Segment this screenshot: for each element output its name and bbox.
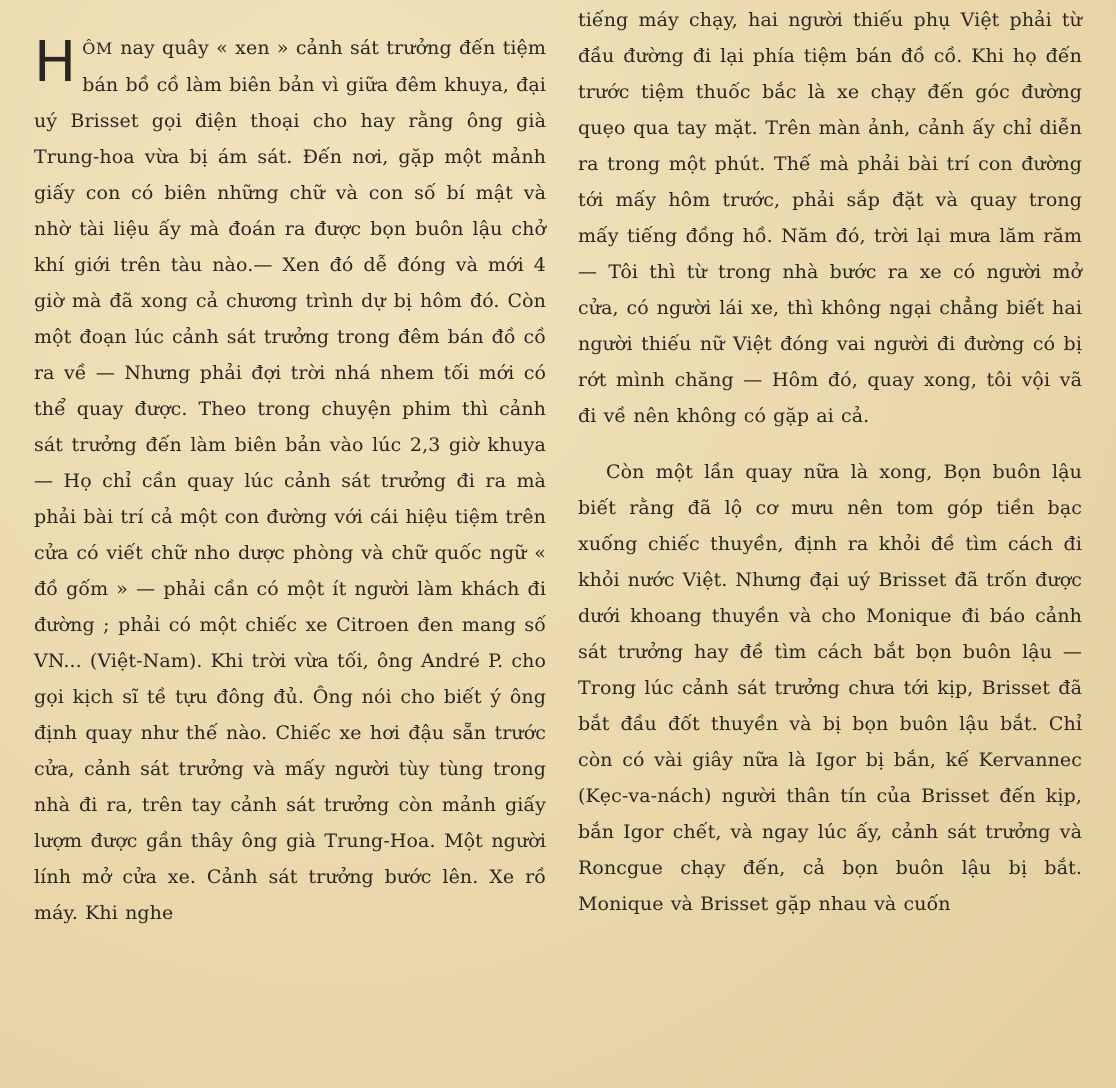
- left-paragraph-text: nay quây « xen » cảnh sát trưởng đến tiệm bán bồ cồ làm biên bản vì giữa đêm khuya, đại uý Brisset gọi điện thoại cho hay rằng ông già Trung-hoa vừa bị ám sát. Đến nơi, gặp một mảnh giấy con có biên những chữ và con số bí mật và nhờ tài liệu ấy mà đoán ra được bọn buôn lậu chở khí giới trên tàu nào.— Xen đó dễ đóng và mới 4 giờ mà đã xong cả chương trình dự bị hôm đó. Còn một đoạn lúc cảnh sát trưởng trong đêm bán đồ cồ ra về — Nhưng phải đợi trời nhá nhem tối mới có thể quay được. Theo trong chuyện phim thì cảnh sát trưởng đến làm biên bản vào lúc 2,3 giờ khuya — Họ chỉ cần quay lúc cảnh sát trưởng đi ra mà phải bài trí cả một con đường với cái hiệu tiệm trên cửa có viết chữ nho dược phòng và chữ quốc ngữ « đồ gốm » — phải cần có một ít người làm khách đi đường ; phải có một chiếc xe Citroen đen mang số VN... (Việt-Nam). Khi trời vừa tối, ông André P. cho gọi kịch sĩ tề tựu đông đủ. Ông nói cho biết ý ông định quay như thế nào. Chiếc xe hơi đậu sẵn trước cửa, cảnh sát trưởng và mấy người tùy tùng trong nhà đi ra, trên tay cảnh sát trưởng còn mảnh giấy lượm được gần thây ông già Trung-Hoa. Một người lính mở cửa xe. Cảnh sát trưởng bước lên. Xe rồ máy. Khi nghe: [34, 37, 546, 924]
- left-column: [34, 0, 546, 931]
- right-column: [578, 0, 1082, 922]
- right-paragraph-2-text: Còn một lần quay nữa là xong, Bọn buôn lậu biết rằng đã lộ cơ mưu nên tom góp tiền bạc xuống chiếc thuyền, định ra khỏi đề tìm cách đi khỏi nước Việt. Nhưng đại uý Brisset đã trốn được dưới khoang thuyền và cho Monique đi báo cảnh sát trưởng hay đề tìm cách bắt bọn buôn lậu — Trong lúc cảnh sát trưởng chưa tới kịp, Brisset đã bắt đầu đốt thuyền và bị bọn buôn lậu bắt. Chỉ còn có vài giây nữa là Igor bị bắn, kế Kervannec (Kẹc-va-nách) người thân tín của Brisset đến kịp, bắn Igor chết, và ngay lúc ấy, cảnh sát trưởng và Roncgue chạy đến, cả bọn buôn lậu bị bắt. Monique và Brisset gặp nhau và cuốn: [578, 461, 1082, 915]
- lead-caps: ÔM: [82, 39, 113, 58]
- paragraph-gap: [578, 434, 1082, 454]
- drop-cap: H: [34, 30, 77, 95]
- right-paragraph-2: [578, 454, 1082, 922]
- left-paragraph: [34, 0, 546, 931]
- right-paragraph-1: tiếng máy chạy, hai người thiếu phụ Việt phải từ đầu đường đi lại phía tiệm bán đồ cồ. Khi họ đến trước tiệm thuốc bắc là xe chạy đến góc đường quẹo qua tay mặt. Trên màn ảnh, cảnh ấy chỉ diễn ra trong một phút. Thế mà phải bài trí con đường tới mấy hôm trước, phải sắp đặt và quay trong mấy tiếng đồng hồ. Năm đó, trời lại mưa lăm răm — Tôi thì từ trong nhà bước ra xe có người mở cửa, có người lái xe, thì không ngại chẳng biết hai người thiếu nữ Việt đóng vai người đi đường có bị rớt mình chăng — Hôm đó, quay xong, tôi vội vã đi về nên không có gặp ai cả.: [578, 9, 1082, 427]
